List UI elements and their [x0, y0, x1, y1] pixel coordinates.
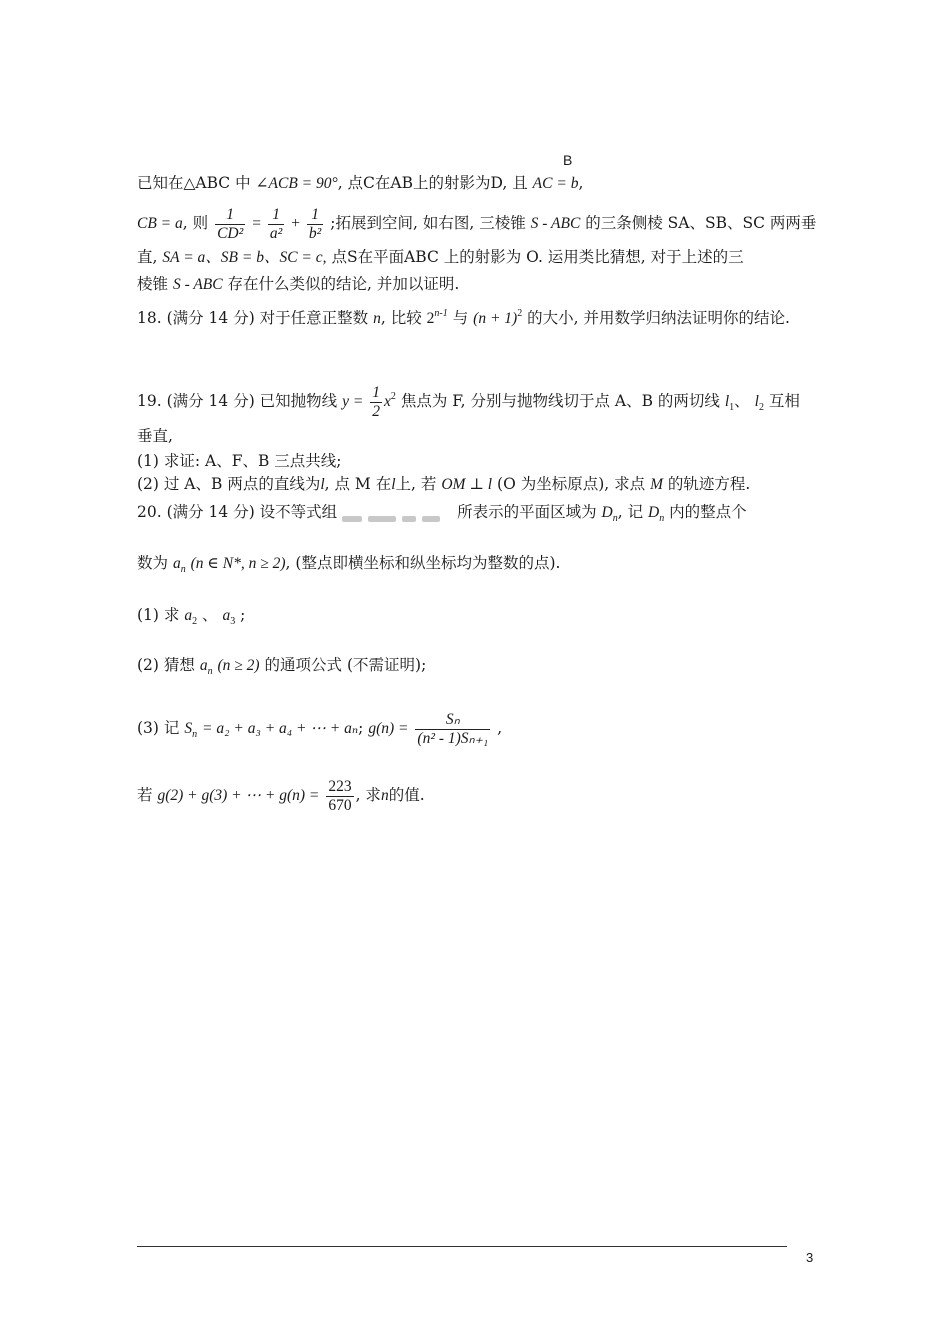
problem-19-line-1: 19. (满分 14 分) 已知抛物线 y = $\frac{1}{2}$ $x^2$ 焦点为 F, 分别与抛物线切于点 A、B 的两切线 $l_1$、 $l_2$ 互相	[137, 383, 800, 420]
p17-line-3: 直, SA = a、SB = b、SC = c, 点S在平面ABC 上的射影为 O. 运用类比猜想, 对于上述的三	[137, 248, 744, 266]
problem-20-q1: (1) 求 $a_2$ 、 $a_3$ ;	[137, 606, 246, 627]
footer-rule	[137, 1246, 787, 1247]
fraction-223-over-670: $\frac{223}{670}$	[328, 777, 352, 814]
fraction-g-of-n: $\frac{\text{Sₙ}}{\text{(n² - 1)Sₙ₊₁}}$	[417, 710, 489, 747]
p17-line-4: 棱锥 S - ABC 存在什么类似的结论, 并加以证明.	[137, 275, 460, 293]
p17-line-2: CB = a, 则 $\frac{1}{\text{CD²}}$ = $\frac{1}{\text{a²}}$ + $\frac{1}{\text{b²}}$ ;拓展到空间, 如右图, 三棱锥 S - ABC 的三条侧棱 SA、SB、SC 两两垂	[137, 205, 817, 242]
fraction-one-half: $\frac{1}{2}$	[372, 383, 381, 420]
inequality-system-image	[342, 506, 452, 520]
figure-label: B	[563, 152, 573, 168]
p17-line-1: 已知在△ABC 中 ∠ACB = 90°, 点C在AB上的射影为D, 且 AC = b,	[137, 174, 584, 192]
problem-18: 18. (满分 14 分) 对于任意正整数 n, 比较 2$^{n-1}$ 与 $(n + 1)^2$ 的大小, 并用数学归纳法证明你的结论.	[137, 308, 790, 327]
fraction-1-over-b2: $\frac{1}{\text{b²}}$	[308, 205, 322, 242]
fraction-1-over-a2: $\frac{1}{\text{a²}}$	[269, 205, 283, 242]
problem-20-line-1: 20. (满分 14 分) 设不等式组 所表示的平面区域为 $D_n$, 记 $D_n$ 内的整点个	[137, 503, 747, 524]
problem-20-q3: (3) 记 $S_n = a_2 + a_3 + a_4$ + ⋯ + aₙ; g(n) = $\frac{\text{Sₙ}}{\text{(n² - 1)Sₙ₊₁}}$ ,	[137, 710, 503, 747]
problem-19-q1: (1) 求证: A、F、B 三点共线;	[137, 452, 342, 470]
page-number: 3	[806, 1250, 814, 1265]
problem-20-q2: (2) 猜想 $a_n$ (n ≥ 2) 的通项公式 (不需证明);	[137, 656, 427, 677]
problem-20-q4: 若 g(2) + g(3) + ⋯ + g(n) = $\frac{223}{670}$ , 求n的值.	[137, 777, 425, 814]
problem-20-line-2: 数为 $a_n$ (n ∈ N*, n ≥ 2), (整点即横坐标和纵坐标均为整数的点).	[137, 554, 561, 575]
fraction-1-over-cd2: $\frac{1}{\text{CD²}}$	[217, 205, 244, 242]
problem-19-line-2: 垂直,	[137, 427, 173, 445]
problem-19-q2: (2) 过 A、B 两点的直线为l, 点 M 在l上, 若 OM ⊥ l (O 为坐标原点), 求点 M 的轨迹方程.	[137, 475, 751, 493]
